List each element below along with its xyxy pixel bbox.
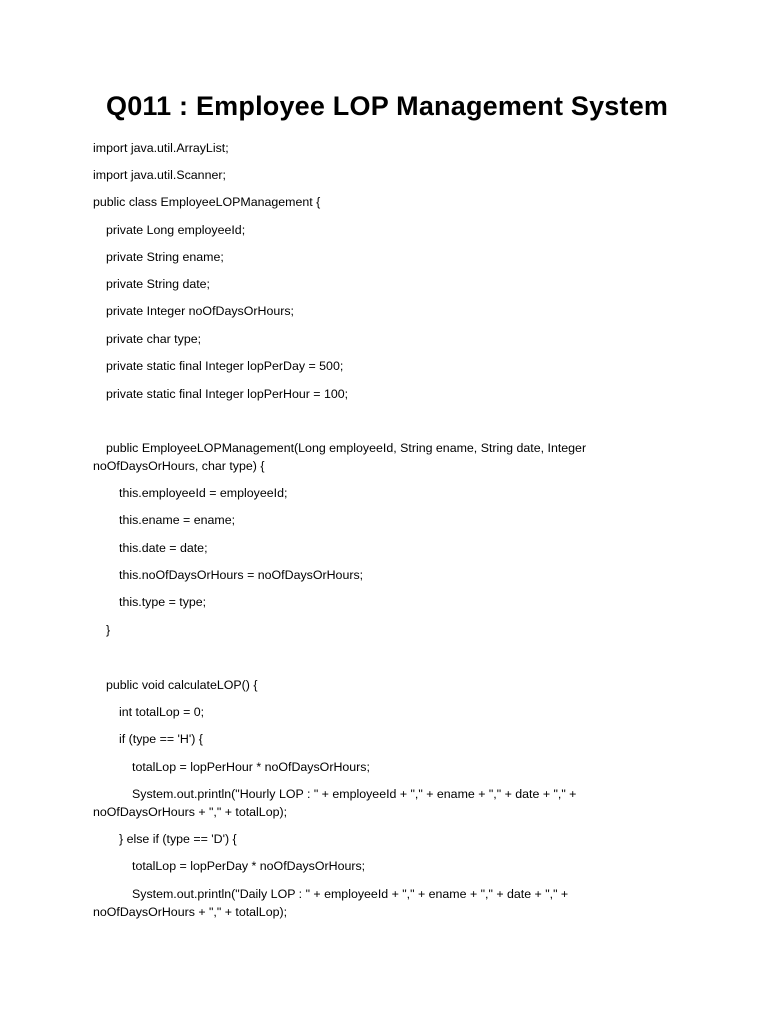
code-line: this.ename = ename; <box>119 513 236 527</box>
code-line: public void calculateLOP() { <box>106 678 258 692</box>
code-line: } else if (type == 'D') { <box>119 832 237 846</box>
code-line: public EmployeeLOPManagement(Long employeeId, String ename, String date, Integer <box>106 441 587 455</box>
code-line: noOfDaysOrHours + "," + totalLop); <box>93 805 288 819</box>
code-line: this.type = type; <box>119 595 207 609</box>
code-line: totalLop = lopPerDay * noOfDaysOrHours; <box>132 859 366 873</box>
code-line: public class EmployeeLOPManagement { <box>93 195 321 209</box>
code-line: private String date; <box>106 277 211 291</box>
code-line: this.employeeId = employeeId; <box>119 486 288 500</box>
code-line: private static final Integer lopPerHour = 100; <box>106 387 349 401</box>
code-line: import java.util.ArrayList; <box>93 141 229 155</box>
code-line: private static final Integer lopPerDay = 500; <box>106 359 344 373</box>
code-line: } <box>106 623 111 637</box>
code-line: totalLop = lopPerHour * noOfDaysOrHours; <box>132 760 370 774</box>
code-line: noOfDaysOrHours + "," + totalLop); <box>93 905 288 919</box>
code-line: if (type == 'H') { <box>119 732 203 746</box>
code-line: int totalLop = 0; <box>119 705 205 719</box>
code-line: private char type; <box>106 332 202 346</box>
code-line: this.noOfDaysOrHours = noOfDaysOrHours; <box>119 568 364 582</box>
page-title: Q011 : Employee LOP Management System <box>106 91 669 121</box>
code-line: private String ename; <box>106 250 224 264</box>
code-line: private Integer noOfDaysOrHours; <box>106 304 295 318</box>
code-line: import java.util.Scanner; <box>93 168 226 182</box>
code-line: this.date = date; <box>119 541 208 555</box>
code-line: System.out.println("Daily LOP : " + employeeId + "," + ename + "," + date + "," + <box>132 887 569 901</box>
code-line: System.out.println("Hourly LOP : " + employeeId + "," + ename + "," + date + "," + <box>132 787 577 801</box>
code-line: noOfDaysOrHours, char type) { <box>93 459 265 473</box>
code-line: private Long employeeId; <box>106 223 246 237</box>
